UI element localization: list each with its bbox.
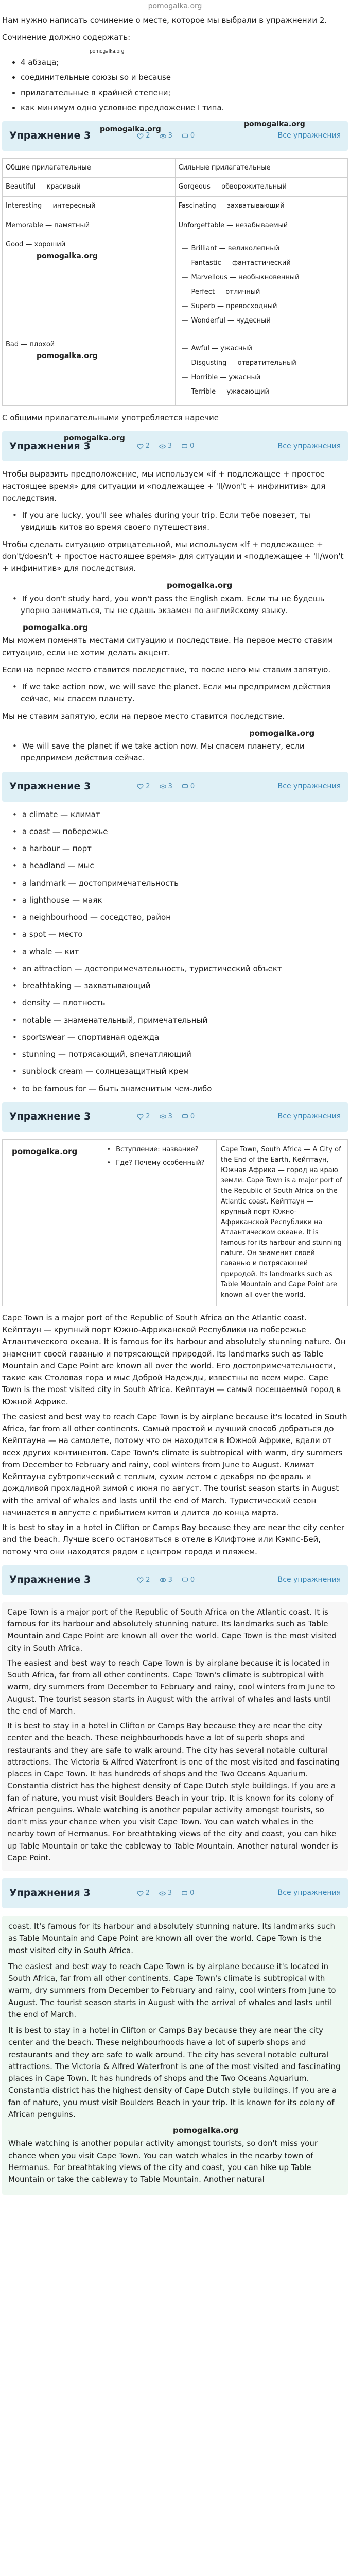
views-counter <box>160 782 172 792</box>
list-item: — Horrible — ужасный <box>182 372 345 383</box>
table-cell: Interesting — интересный <box>3 197 176 216</box>
watermark: pomogalka.org <box>37 251 98 260</box>
views-count: 3 <box>167 442 172 450</box>
cond-paragraph: Чтобы выразить предположение, мы используем «if + подлежащее + простое настоящее время» для ситуации и «подлежащее + 'll/won't + инфинитив» для последствия. <box>2 469 326 503</box>
vocab-item: • a spot — место <box>21 928 348 940</box>
exercise-stats <box>137 1888 195 1899</box>
exercise-bar <box>2 1878 348 1908</box>
passage-paragraph: It is best to stay in a hotel in Clifton or Camps Bay because they are near the city center and the beach. Лучше всего остановиться в отеле в Клифтоне или Кэмпс-Бей, потому что они находятся рядом с центром города и пляжем. <box>2 1523 344 1556</box>
vocab-item: • an attraction — достопримечательность, туристический объект <box>21 963 348 975</box>
views-counter <box>160 1575 172 1585</box>
cond-example: • We will save the planet if we take action now. Мы спасем планету, если предпримем действия сейчас. <box>21 740 348 765</box>
comments-counter[interactable] <box>181 1888 194 1899</box>
heart-icon <box>137 1890 144 1897</box>
likes-counter[interactable] <box>137 1112 150 1122</box>
cond-example: • If we take action now, we will save the planet. Если мы предпримем действия сейчас, мы спасем планету. <box>21 681 348 705</box>
vocab-item: • a headland — мыс <box>21 860 348 872</box>
table-cell: Cape Town, South Africa — A City of the End of the Earth, Кейптаун, Южная Африка — город на краю земли. Cape Town is a major port of the Republic of South Africa on the Atlantic coast. Кейптаун — крупный порт Южно-Африканской Республики на Атлантическом океане. It is famous for its harbour and stunning nature. Он знаменит своей гаванью и потрясающей природой. Its landmarks such as Table Mountain and Cape Point are known all over the world. <box>217 1139 348 1306</box>
comments-counter[interactable] <box>182 1112 195 1122</box>
views-counter <box>160 131 172 141</box>
comment-icon <box>182 1577 188 1583</box>
passage-paragraph: The easiest and best way to reach Cape Town is by airplane because it is located in South Africa, far from all other continents. Cape Town's climate is subtropical with warm, dry summers from December to February and rainy, cool winters from June to August. The tourist season starts in August with the arrival of whales and lasts until the end of March. <box>7 1658 335 1716</box>
watermark: pomogalka.org <box>90 49 125 55</box>
exercise-title: Упражнения 3 <box>9 1887 91 1899</box>
comments-count: 0 <box>190 1889 195 1897</box>
views-count: 3 <box>168 1112 172 1121</box>
intro-list <box>2 57 348 114</box>
vocab-item: • sunblock cream — солнцезащитный крем <box>21 1065 348 1077</box>
views-count: 3 <box>168 1575 172 1584</box>
vocab-item: • a lighthouse — маяк <box>21 894 348 906</box>
likes-counter[interactable] <box>137 782 150 792</box>
site-brand[interactable]: pomogalka.org <box>148 2 202 10</box>
eye-icon <box>159 443 166 450</box>
cond-example-list <box>2 681 348 705</box>
vocab-item: • a coast — побережье <box>21 826 348 838</box>
watermark: pomogalka.org <box>37 351 98 360</box>
table-cell: Beautiful — красивый <box>3 178 176 197</box>
exercise-title: Упражнение 3 <box>9 130 91 142</box>
vocab-item: • a landmark — достопримечательность <box>21 877 348 889</box>
passage-paragraph: Cape Town is a major port of the Republic of South Africa on the Atlantic coast. It is famous for its harbour and absolutely stunning nature. Its landmarks such as Table Mountain and Cape Point are known all over the world. Cape Town is the most visited city in South Africa. <box>7 1607 337 1653</box>
vocab-item: • stunning — потрясающий, впечатляющий <box>21 1048 348 1060</box>
strong-list <box>179 244 345 327</box>
all-exercises-link[interactable]: Все упражнения <box>277 442 341 450</box>
table-header: Сильные прилагательные <box>175 159 348 178</box>
eye-icon <box>160 783 166 790</box>
bad-label: Bad — плохой <box>6 340 55 348</box>
vocab-item: • to be famous for — быть знаменитым чем-либо <box>21 1083 348 1095</box>
comments-count: 0 <box>190 442 195 450</box>
table-cell: Unforgettable — незабываемый <box>175 216 348 235</box>
plan-table <box>2 1139 348 1306</box>
cond-paragraph: Мы можем поменять местами ситуацию и последствие. На первое место ставим ситуацию, если не хотим делать акцент. <box>2 636 333 657</box>
watermark: pomogalka.org <box>64 434 125 443</box>
heart-icon <box>137 443 144 450</box>
vocab-item: • breathtaking — захватывающий <box>21 980 348 992</box>
table-cell <box>92 1139 217 1306</box>
all-exercises-link[interactable]: Все упражнения <box>277 1575 341 1584</box>
likes-count: 2 <box>146 132 150 140</box>
table-cell <box>3 335 176 406</box>
table-cell <box>3 1139 92 1306</box>
comments-count: 0 <box>190 1575 195 1584</box>
likes-count: 2 <box>146 1112 150 1121</box>
watermark: pomogalka.org <box>23 623 89 633</box>
intro-item: • соединительные союзы so и because <box>21 72 348 83</box>
heart-icon <box>137 1113 144 1120</box>
answer-paragraph: Whale watching is another popular activity amongst tourists, so don't miss your chance when you visit Cape Town. You can watch whales in the nearby town of Hermanus. For breathtaking views of the city and coast, you can hike up Table Mountain or take the cableway to Table Mountain. Another natural <box>8 2139 318 2184</box>
likes-count: 2 <box>146 782 150 790</box>
list-item: — Awful — ужасный <box>182 344 345 354</box>
vocab-item: • sportswear — спортивная одежда <box>21 1031 348 1043</box>
vocab-item: • notable — знаменательный, примечательный <box>21 1014 348 1026</box>
exercise-bar <box>2 1565 348 1595</box>
views-counter <box>159 441 172 451</box>
table-cell <box>175 335 348 406</box>
comment-icon <box>182 1113 188 1120</box>
views-count: 3 <box>168 132 172 140</box>
list-item: — Brilliant — великолепный <box>182 244 345 254</box>
exercise-stats <box>137 1575 195 1585</box>
table-cell <box>3 235 176 335</box>
answer-paragraph: It is best to stay in a hotel in Clifton or Camps Bay because they are near the city center and the beach. These neighbourhoods have a lot of superb shops and restaurants and they are safe to walk around. The city has several notable cultural attractions. The Victoria & Alfred Waterfront is one of the most visited and fascinating places in Cape Town. It has hundreds of shops and the Two Oceans Aquarium. Constantia district has the highest density of Cape Dutch style buildings. If you are a fan of nature, you must visit Boulders Beach in your trip. It is known for its colony of African penguins. <box>8 2026 341 2119</box>
exercise-title: Упражнение 3 <box>9 780 91 792</box>
answer-block <box>2 1916 348 2195</box>
watermark: pomogalka.org <box>244 120 305 129</box>
list-item: — Fantastic — фантастический <box>182 258 345 268</box>
exercise-stats <box>137 1112 195 1122</box>
list-item: — Marvellous — необыкновенный <box>182 273 345 283</box>
plan-item: • Вступление: название? <box>115 1145 212 1155</box>
exercise-title: Упражнение 3 <box>9 1111 91 1123</box>
cond-paragraph: Чтобы сделать ситуацию отрицательной, мы используем «If + подлежащее + don't/doesn't + простое настоящее время» для ситуации и «подлежащее + 'll/won't + инфинитив» для последствия. <box>2 539 344 573</box>
all-exercises-link[interactable]: Все упражнения <box>277 131 341 140</box>
exercise-bar <box>2 1102 348 1132</box>
heart-icon <box>137 1577 144 1583</box>
likes-count: 2 <box>145 442 150 450</box>
answer-paragraph: coast. It's famous for its harbour and absolutely stunning nature. Its landmarks such as Table Mountain and Cape Point are known all over the world. Cape Town is the most visited city in South Africa. <box>8 1922 335 1955</box>
likes-counter[interactable] <box>137 1575 150 1585</box>
comments-counter[interactable] <box>182 1575 195 1585</box>
comment-icon <box>182 783 188 790</box>
exercise-bar <box>2 121 348 151</box>
exercise-title: Упражнения 3 <box>9 440 91 452</box>
plan-item: • Где? Почему особенный? <box>115 1158 212 1168</box>
eye-icon <box>160 1113 166 1120</box>
table-cell: Gorgeous — обворожительный <box>175 178 348 197</box>
table-cell: Memorable — памятный <box>3 216 176 235</box>
comments-counter[interactable] <box>182 782 195 792</box>
intro-line-1: Нам нужно написать сочинение о месте, которое мы выбрали в упражнении 2. <box>2 15 327 25</box>
table-cell <box>175 235 348 335</box>
passage-paragraph: Cape Town is a major port of the Republic of South Africa on the Atlantic coast. Кейптаун — крупный порт Южно-Африканской Республики на побережье Атлантического океана. It is famous for its harbour and absolutely stunning nature. Он знаменит своей гаванью и потрясающей природой. Its landmarks such as Table Mountain and Cape Point are known all over the world. Его достопримечательности, такие как Столовая гора и мыс Доброй Надежды, известны во всем мире. Cape Town is the most visited city in South Africa. Кейптаун — самый посещаемый город в Южной Африке. <box>2 1313 346 1406</box>
table-cell: Fascinating — захватывающий <box>175 197 348 216</box>
good-label: Good — хороший <box>6 240 66 248</box>
exercise-title: Упражнение 3 <box>9 1574 91 1586</box>
exercise-bar <box>2 772 348 802</box>
likes-counter[interactable] <box>137 1888 150 1899</box>
list-item: — Perfect — отличный <box>182 287 345 297</box>
all-exercises-link[interactable]: Все упражнения <box>277 1889 341 1897</box>
views-counter <box>160 1112 172 1122</box>
cond-paragraph: Мы не ставим запятую, если на первое место ставится последствие. <box>2 711 285 721</box>
exercise-stats <box>137 441 195 451</box>
passage-translated <box>2 1312 348 1558</box>
eye-icon <box>160 1577 166 1583</box>
vocab-item: • a whale — кит <box>21 946 348 958</box>
vocab-item: • a climate — климат <box>21 809 348 821</box>
vocab-item: • density — плотность <box>21 997 348 1009</box>
comment-icon <box>182 133 188 140</box>
cond-example-list <box>2 593 348 617</box>
comment-icon <box>181 443 188 450</box>
watermark: pomogalka.org <box>100 125 161 134</box>
cond-example-list <box>2 510 348 534</box>
watermark: pomogalka.org <box>167 581 233 590</box>
list-item: — Superb — превосходный <box>182 301 345 312</box>
adjectives-table <box>2 158 348 406</box>
cond-example-list <box>2 740 348 765</box>
comment-icon <box>181 1890 188 1897</box>
watermark: pomogalka.org <box>173 2126 239 2136</box>
likes-count: 2 <box>146 1575 150 1584</box>
answer-paragraph: The easiest and best way to reach Cape Town is by airplane because it's located in South Africa, far from all other continents. Cape Town's climate is subtropical with warm, dry summers from December to February and rainy, cool winters from June to August. The tourist season starts in August with the arrival of whales and lasts until the end of March. <box>8 1961 336 2019</box>
plan-list <box>96 1145 212 1168</box>
comments-counter[interactable] <box>181 441 194 451</box>
likes-count: 2 <box>145 1889 150 1897</box>
comments-counter[interactable] <box>182 131 195 141</box>
all-exercises-link[interactable]: Все упражнения <box>277 782 341 790</box>
eye-icon <box>159 1890 166 1897</box>
list-item: — Disgusting — отвратительный <box>182 358 345 368</box>
comments-count: 0 <box>190 782 195 790</box>
views-count: 3 <box>168 782 172 790</box>
intro-line-2: Сочинение должно содержать: <box>2 32 131 42</box>
strong-note: С общими прилагательными употребляется наречие <box>2 413 219 423</box>
cond-paragraph: Если на первое место ставится последствие, то после него мы ставим запятую. <box>2 665 331 674</box>
list-item: — Wonderful — чудесный <box>182 316 345 326</box>
intro-item: • 4 абзаца; <box>21 57 348 69</box>
passage-paragraph: It is best to stay in a hotel in Clifton or Camps Bay because they are near the city center and the beach. These neighbourhoods have a lot of superb shops and restaurants and they are safe to walk around. The city has several notable cultural attractions. The Victoria & Alfred Waterfront is one of the most visited and fascinating places in Cape Town. It has hundreds of shops and the Two Oceans Aquarium. Constantia district has the highest density of Cape Dutch style buildings. If you are a fan of nature, you must visit Boulders Beach in your trip. It is known for its colony of African penguins. Whale watching is another popular activity amongst tourists, so don't miss your chance when you visit Cape Town. You can watch whales in the nearby town of Hermanus. For breathtaking views of the city and coast, you can hike up Table Mountain or take the cableway to Table Mountain. Another natural wonder is Cape Point. <box>7 1721 340 1862</box>
table-header: Общие прилагательные <box>3 159 176 178</box>
views-count: 3 <box>167 1889 172 1897</box>
cond-example: • If you are lucky, you'll see whales during your trip. Если тебе повезет, ты увидишь китов во время своего путешествия. <box>21 510 348 534</box>
strong-list <box>179 344 345 398</box>
passage-paragraph: The easiest and best way to reach Cape Town is by airplane because it's located in South Africa, far from all other continents. Самый простой и лучший способ добраться до Кейптауна — на самолете, потому что он находится в Южной Африке, вдали от всех других континентов. Cape Town's climate is subtropical with warm, dry summers from December to February and rainy, cool winters from June to August. Климат Кейптауна субтропический с теплым, сухим летом с декабря по февраль и дождливой прохладной зимой с июня по август. The tourist season starts in August with the arrival of whales and lasts until the end of March. Туристический сезон начинается в августе с прибытием китов и длится до конца марта. <box>2 1412 347 1517</box>
exercise-bar <box>2 431 348 461</box>
vocab-list <box>2 809 348 1095</box>
watermark: pomogalka.org <box>12 1146 78 1156</box>
intro-item: • как минимум одно условное предложение I типа. <box>21 102 348 114</box>
all-exercises-link[interactable]: Все упражнения <box>277 1112 341 1121</box>
passage-english <box>2 1602 348 1871</box>
exercise-stats <box>137 782 195 792</box>
intro-item: • прилагательные в крайней степени; <box>21 87 348 99</box>
heart-icon <box>137 783 144 790</box>
likes-counter[interactable] <box>137 441 150 451</box>
views-counter <box>159 1888 172 1899</box>
cond-example: • If you don't study hard, you won't pass the English exam. Если ты не будешь упорно заниматься, ты не сдашь экзамен по английскому языку. <box>21 593 348 617</box>
watermark: pomogalka.org <box>249 728 315 738</box>
comments-count: 0 <box>190 132 195 140</box>
list-item: — Terrible — ужасающий <box>182 387 345 397</box>
comments-count: 0 <box>190 1112 195 1121</box>
vocab-item: • a neighbourhood — соседство, район <box>21 911 348 923</box>
vocab-item: • a harbour — порт <box>21 843 348 855</box>
